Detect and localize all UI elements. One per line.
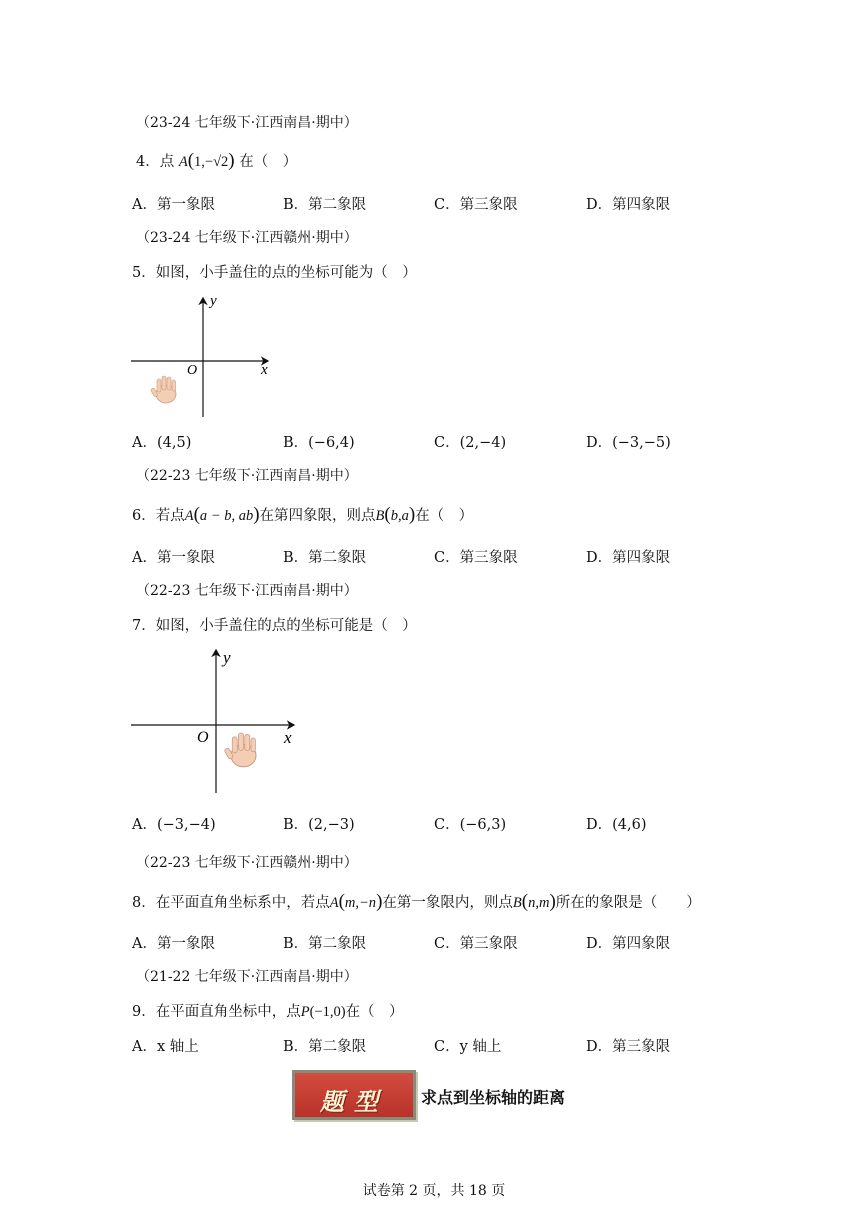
option-b[interactable]: B．第二象限 [283, 1039, 367, 1055]
point-coord: a − b, ab [199, 508, 254, 524]
question-source: （21-22 七年级下·江西南昌·期中） [136, 969, 358, 985]
option-d[interactable]: D．第四象限 [586, 936, 671, 952]
point-coord: (−1,0) [309, 1004, 346, 1020]
origin-label: O [197, 729, 209, 746]
option-c[interactable]: C．第三象限 [434, 550, 518, 566]
question-tail: 在（ ） [415, 508, 474, 524]
option-c[interactable]: C．(−6,3) [434, 817, 507, 833]
point-label: A [184, 508, 194, 524]
question-source: （22-23 七年级下·江西南昌·期中） [136, 468, 358, 484]
question-source: （23-24 七年级下·江西南昌·期中） [136, 115, 358, 131]
hand-icon [224, 733, 256, 767]
question-number: 4．点 [136, 154, 175, 170]
option-b[interactable]: B．第二象限 [283, 197, 367, 213]
point-label: A [329, 895, 339, 911]
point-coord: −√2 [204, 154, 229, 170]
question-stem: 8．在平面直角坐标系中，若点A(m,−n)在第一象限内，则点B(n,m)所在的象限是（ ） [132, 891, 701, 912]
option-d[interactable]: D．第三象限 [586, 1039, 671, 1055]
question-source: （22-23 七年级下·江西南昌·期中） [136, 583, 358, 599]
section-title: 求点到坐标轴的距离 [421, 1088, 566, 1107]
x-axis-label: x [284, 728, 292, 747]
question-stem: 4．点 A(1,−√2) 在（ ） [136, 150, 298, 171]
option-a[interactable]: A．第一象限 [132, 197, 215, 213]
question-tail: 在（ ） [239, 154, 298, 170]
option-b[interactable]: B．第二象限 [283, 936, 367, 952]
option-a[interactable]: A．x 轴上 [132, 1039, 199, 1055]
option-b[interactable]: B．第二象限 [283, 550, 367, 566]
option-d[interactable]: D．(−3,−5) [586, 435, 671, 451]
question-stem: 6．若点A(a − b, ab)在第四象限，则点B(b,a)在（ ） [132, 504, 474, 525]
point-coord: 1, [194, 154, 205, 170]
option-d[interactable]: D．第四象限 [586, 550, 671, 566]
section-badge [292, 1070, 416, 1120]
option-d[interactable]: D．第四象限 [586, 197, 671, 213]
question-number: 9．在平面直角坐标中，点 [132, 1004, 301, 1020]
x-axis-label: x [261, 362, 268, 378]
point-label: B [375, 508, 385, 524]
question-mid: 在第四象限，则点 [259, 508, 376, 524]
question-source: （22-23 七年级下·江西赣州·期中） [136, 855, 358, 871]
point-label: P [300, 1004, 310, 1020]
point-label: B [512, 895, 522, 911]
option-a[interactable]: A．(−3,−4) [132, 817, 216, 833]
coordinate-figure [128, 292, 278, 422]
option-d[interactable]: D．(4,6) [586, 817, 647, 833]
question-tail: 在（ ） [345, 1004, 404, 1020]
question-number: 6．若点 [132, 508, 185, 524]
question-source: （23-24 七年级下·江西赣州·期中） [136, 230, 358, 246]
page-footer: 试卷第 2 页，共 18 页 [362, 1183, 506, 1199]
question-mid: 在第一象限内，则点 [382, 895, 513, 911]
option-c[interactable]: C．第三象限 [434, 197, 518, 213]
point-label: A [178, 154, 188, 170]
option-b[interactable]: B．(2,−3) [283, 817, 355, 833]
question-number: 8．在平面直角坐标系中，若点 [132, 895, 330, 911]
question-tail: 所在的象限是（ ） [555, 895, 701, 911]
option-c[interactable]: C．y 轴上 [434, 1039, 502, 1055]
option-a[interactable]: A．第一象限 [132, 550, 215, 566]
question-stem [132, 1000, 404, 1021]
hand-icon [150, 376, 176, 403]
question-stem: 5．如图，小手盖住的点的坐标可能为（ ） [132, 265, 417, 281]
y-axis-label: y [223, 648, 231, 667]
y-axis-label: y [210, 293, 217, 309]
option-c[interactable]: C．第三象限 [434, 936, 518, 952]
option-a[interactable]: A．(4,5) [132, 435, 192, 451]
coordinate-figure [128, 645, 303, 795]
section-badge-label: 题型 [320, 1087, 388, 1116]
option-c[interactable]: C．(2,−4) [434, 435, 507, 451]
point-coord: m,−n [344, 895, 377, 911]
question-stem: 7．如图，小手盖住的点的坐标可能是（ ） [132, 618, 417, 634]
origin-label: O [187, 363, 198, 378]
option-b[interactable]: B．(−6,4) [283, 435, 355, 451]
option-a[interactable]: A．第一象限 [132, 936, 215, 952]
point-coord: b,a [390, 508, 409, 524]
point-coord: n,m [528, 895, 550, 911]
